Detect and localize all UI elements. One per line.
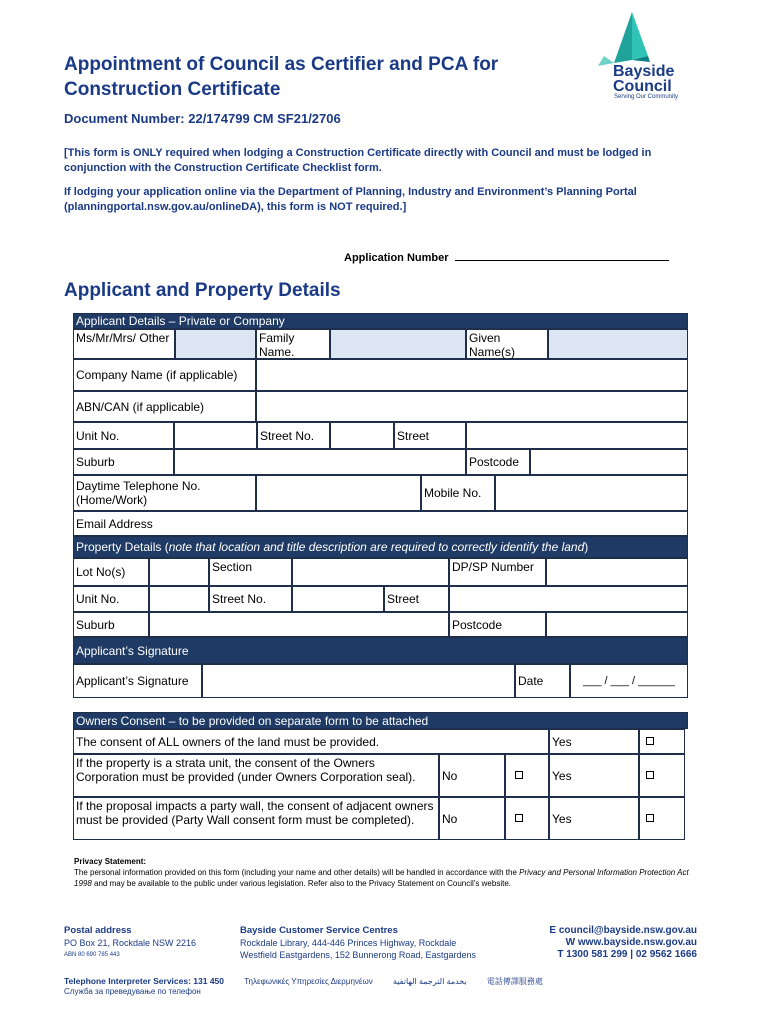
property-street-no-input[interactable] [292, 586, 384, 612]
logo-line1: Bayside [613, 63, 675, 80]
property-header-note: note that location and title description are required to correctly identify the land [168, 540, 585, 554]
mobile-input[interactable] [495, 475, 688, 511]
property-unit-no-label: Unit No. [73, 586, 149, 612]
privacy-heading: Privacy Statement: [74, 857, 147, 866]
unit-no-input[interactable] [174, 422, 257, 449]
bayside-council-logo [584, 8, 694, 104]
owners-row2-yes-label: Yes [549, 754, 639, 797]
property-details-header [73, 536, 688, 558]
owners-row1-yes-label: Yes [549, 729, 639, 754]
property-street-input[interactable] [449, 586, 688, 612]
section-title: Applicant and Property Details [64, 280, 341, 301]
owners-row2-text: If the property is a strata unit, the consent of the Owners Corporation must be provided (under Owners Corporation seal). [73, 754, 439, 797]
daytime-phone-input[interactable] [256, 475, 421, 511]
owners-row3-yes-label: Yes [549, 797, 639, 840]
dpsp-label: DP/SP Number [449, 558, 546, 586]
footer-contact [520, 925, 697, 961]
owners-row3-text: If the proposal impacts a party wall, the consent of adjacent owners must be provided (Party Wall consent form must be completed). [73, 797, 439, 840]
abn-input[interactable] [256, 391, 688, 422]
owners-row1-yes-checkbox[interactable] [646, 737, 654, 745]
lot-no-label: Lot No(s) [73, 558, 149, 586]
signature-label: Applicant’s Signature [73, 664, 202, 698]
abn-label: ABN/CAN (if applicable) [73, 391, 256, 422]
given-names-label: Given Name(s) [466, 329, 548, 359]
property-postcode-label: Postcode [449, 612, 546, 637]
title-label: Ms/Mr/Mrs/ Other [73, 329, 175, 359]
property-suburb-input[interactable] [149, 612, 449, 637]
email-address-field[interactable] [73, 511, 688, 536]
email-label: Email Address [76, 516, 153, 531]
company-name-input[interactable] [256, 359, 688, 391]
contact-web[interactable]: W www.bayside.nsw.gov.au [565, 937, 697, 948]
date-input[interactable]: ___ / ___ / ______ [570, 664, 688, 698]
logo-line2: Council [613, 78, 672, 95]
footer-postal [64, 925, 234, 961]
street-label: Street [394, 422, 466, 449]
property-unit-no-input[interactable] [149, 586, 209, 612]
given-names-input[interactable] [548, 329, 688, 359]
owners-row3-yes-checkbox[interactable] [646, 814, 654, 822]
application-number-row [344, 250, 669, 264]
property-street-label: Street [384, 586, 449, 612]
application-number-field[interactable] [455, 250, 669, 261]
property-header-prefix: Property Details ( [76, 540, 169, 554]
postal-address: PO Box 21, Rockdale NSW 2216 [64, 938, 197, 948]
section-label: Section [209, 558, 292, 586]
property-suburb-label: Suburb [73, 612, 149, 637]
footer-service-centres [240, 925, 530, 961]
owners-consent-header: Owners Consent – to be provided on separate form to be attached [73, 712, 688, 729]
document-number: Document Number: 22/174799 CM SF21/2706 [64, 111, 341, 126]
dpsp-input[interactable] [546, 558, 688, 586]
interpreter-services [64, 976, 704, 996]
owners-row1-text: The consent of ALL owners of the land must be provided. [73, 729, 549, 754]
lot-no-input[interactable] [149, 558, 209, 586]
street-input[interactable] [466, 422, 688, 449]
property-postcode-input[interactable] [546, 612, 688, 637]
owners-row3-no-cell [505, 797, 549, 840]
interpreter-macedonian: Служба за преведување по телефон [64, 987, 201, 996]
title-line2: Construction Certificate [64, 79, 281, 100]
interpreter-chinese: 電話傳譯服務處 [486, 977, 543, 986]
unit-no-label: Unit No. [73, 422, 174, 449]
logo-tagline: Serving Our Community [614, 94, 679, 100]
postcode-label: Postcode [466, 449, 530, 475]
service-centre-1: Rockdale Library, 444-446 Princes Highway, Rockdale [240, 938, 457, 948]
postal-heading: Postal address [64, 925, 132, 936]
owners-row1-yes-cell [639, 729, 685, 754]
owners-row2-yes-checkbox[interactable] [646, 771, 654, 779]
property-street-no-label: Street No. [209, 586, 292, 612]
owners-row2-no-label: No [439, 754, 505, 797]
owners-row3-no-label: No [439, 797, 505, 840]
application-number-label: Application Number [344, 252, 449, 264]
applicant-details-header: Applicant Details – Private or Company [73, 313, 688, 329]
title-input[interactable] [175, 329, 256, 359]
company-name-label: Company Name (if applicable) [73, 359, 256, 391]
title-line1: Appointment of Council as Certifier and PCA for [64, 54, 499, 75]
signature-header: Applicant’s Signature [73, 637, 688, 664]
interpreter-greek: Τηλεφωνικές Υπηρεσίες Διερμηνέων [244, 977, 373, 986]
owners-row3-no-checkbox[interactable] [515, 814, 523, 822]
service-centre-2: Westfield Eastgardens, 152 Bunnerong Road, Eastgardens [240, 950, 476, 960]
daytime-phone-label: Daytime Telephone No. (Home/Work) [73, 475, 256, 511]
section-input[interactable] [292, 558, 449, 586]
privacy-text-b: and may be available to the public under various legislation. Refer also to the Privacy Statement on Council’s website. [91, 879, 511, 888]
owners-row2-no-checkbox[interactable] [515, 771, 523, 779]
privacy-act-name: Privacy and Personal Information Protection Act 1998 [74, 868, 689, 888]
owners-row2-yes-cell [639, 754, 685, 797]
service-centres-heading: Bayside Customer Service Centres [240, 925, 398, 936]
street-no-label: Street No. [257, 422, 330, 449]
page-title [64, 52, 564, 102]
abn-number: ABN 80 690 785 443 [64, 952, 120, 958]
contact-phone: T 1300 581 299 | 02 9562 1666 [557, 949, 697, 960]
mobile-label: Mobile No. [421, 475, 495, 511]
family-name-label: Family Name. [256, 329, 330, 359]
family-name-input[interactable] [330, 329, 466, 359]
suburb-label: Suburb [73, 449, 174, 475]
interpreter-english: Telephone Interpreter Services: 131 450 [64, 976, 225, 986]
suburb-input[interactable] [174, 449, 466, 475]
owners-row3-yes-cell [639, 797, 685, 840]
form-usage-note: [This form is ONLY required when lodging a Construction Certificate directly with Council and must be lodged in conjunction with the Construction Certificate Checklist form. [64, 147, 652, 174]
owners-row2-no-cell [505, 754, 549, 797]
privacy-text-a: The personal information provided on this form (including your name and other details) will be handled in accordance with the [74, 868, 520, 877]
interpreter-arabic: بخدمة الترجمة الهاتفية [392, 977, 467, 986]
street-no-input[interactable] [330, 422, 394, 449]
date-label: Date [515, 664, 570, 698]
online-lodgement-note: If lodging your application online via the Department of Planning, Industry and Environment’s Planning Portal (planningportal.nsw.gov.au/onlineDA), this form is NOT required.] [64, 186, 637, 213]
signature-input[interactable] [202, 664, 515, 698]
contact-email[interactable]: E council@bayside.nsw.gov.au [549, 925, 697, 936]
property-header-suffix: ) [584, 540, 589, 554]
postcode-input[interactable] [530, 449, 688, 475]
privacy-statement [74, 856, 694, 889]
